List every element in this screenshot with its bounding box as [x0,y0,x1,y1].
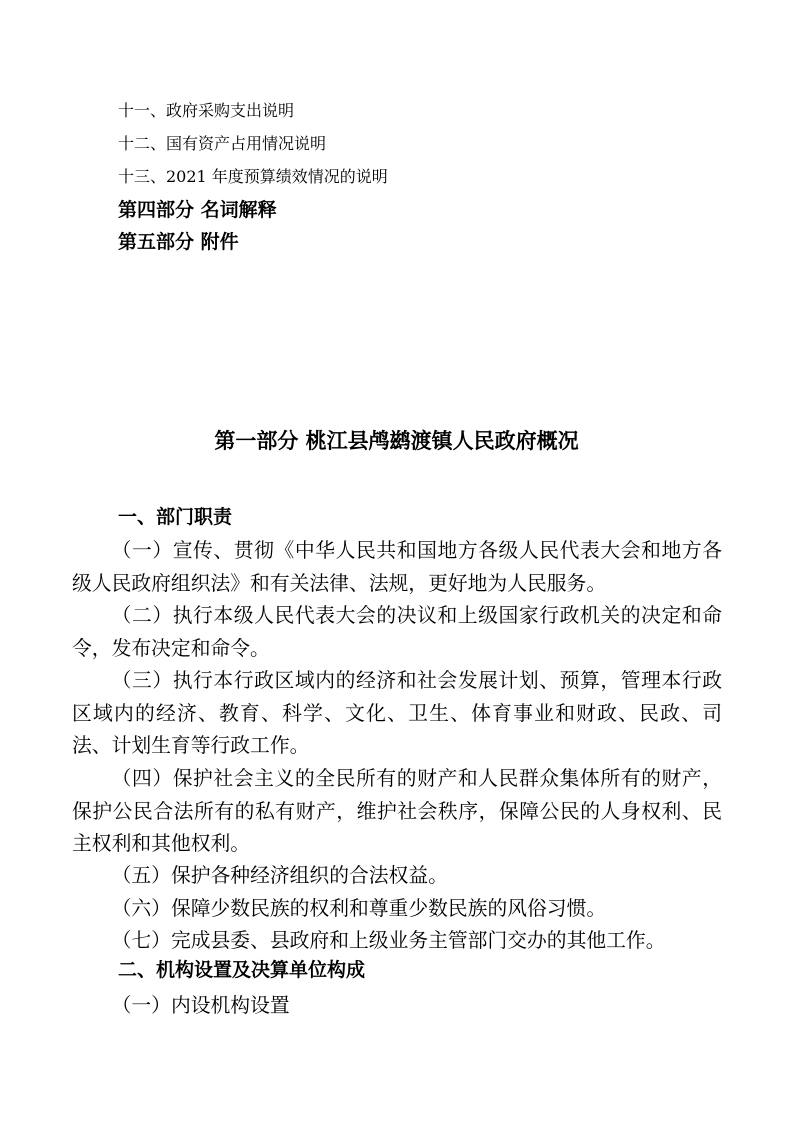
duty-paragraph-1: （一）宣传、贯彻《中华人民共和国地方各级人民代表大会和地方各级人民政府组织法》和有关法律、法规，更好地为人民服务。 [72,539,722,595]
toc-item-11: 十一、政府采购支出说明 [118,101,295,120]
section-heading-structure: 二、机构设置及决算单位构成 [118,959,366,981]
structure-paragraph-1: （一）内设机构设置 [111,994,290,1017]
duty-paragraph-4: （四）保护社会主义的全民所有的财产和人民群众集体所有的财产，保护公民合法所有的私有财产，维护社会秩序，保障公民的人身权利、民主权利和其他权利。 [72,767,722,855]
duty-paragraph-2: （二）执行本级人民代表大会的决议和上级国家行政机关的决定和命令，发布决定和命令。 [72,604,722,660]
toc-item-13: 十三、2021 年度预算绩效情况的说明 [118,167,388,186]
toc-part-5: 第五部分 附件 [118,231,239,253]
duty-paragraph-3: （三）执行本行政区域内的经济和社会发展计划、预算，管理本行政区域内的经济、教育、科学、文化、卫生、体育事业和财政、民政、司法、计划生育等行政工作。 [72,669,722,757]
duty-paragraph-5: （五）保护各种经济组织的合法权益。 [111,864,448,887]
duty-paragraph-6: （六）保障少数民族的权利和尊重少数民族的风俗习惯。 [111,897,607,920]
part-one-title: 第一部分 桃江县鸬鹚渡镇人民政府概况 [214,429,579,453]
toc-part-4: 第四部分 名词解释 [118,199,277,221]
toc-item-12: 十二、国有资产占用情况说明 [118,134,327,153]
section-heading-duties: 一、部门职责 [118,506,233,528]
duty-paragraph-7: （七）完成县委、县政府和上级业务主管部门交办的其他工作。 [111,929,666,952]
